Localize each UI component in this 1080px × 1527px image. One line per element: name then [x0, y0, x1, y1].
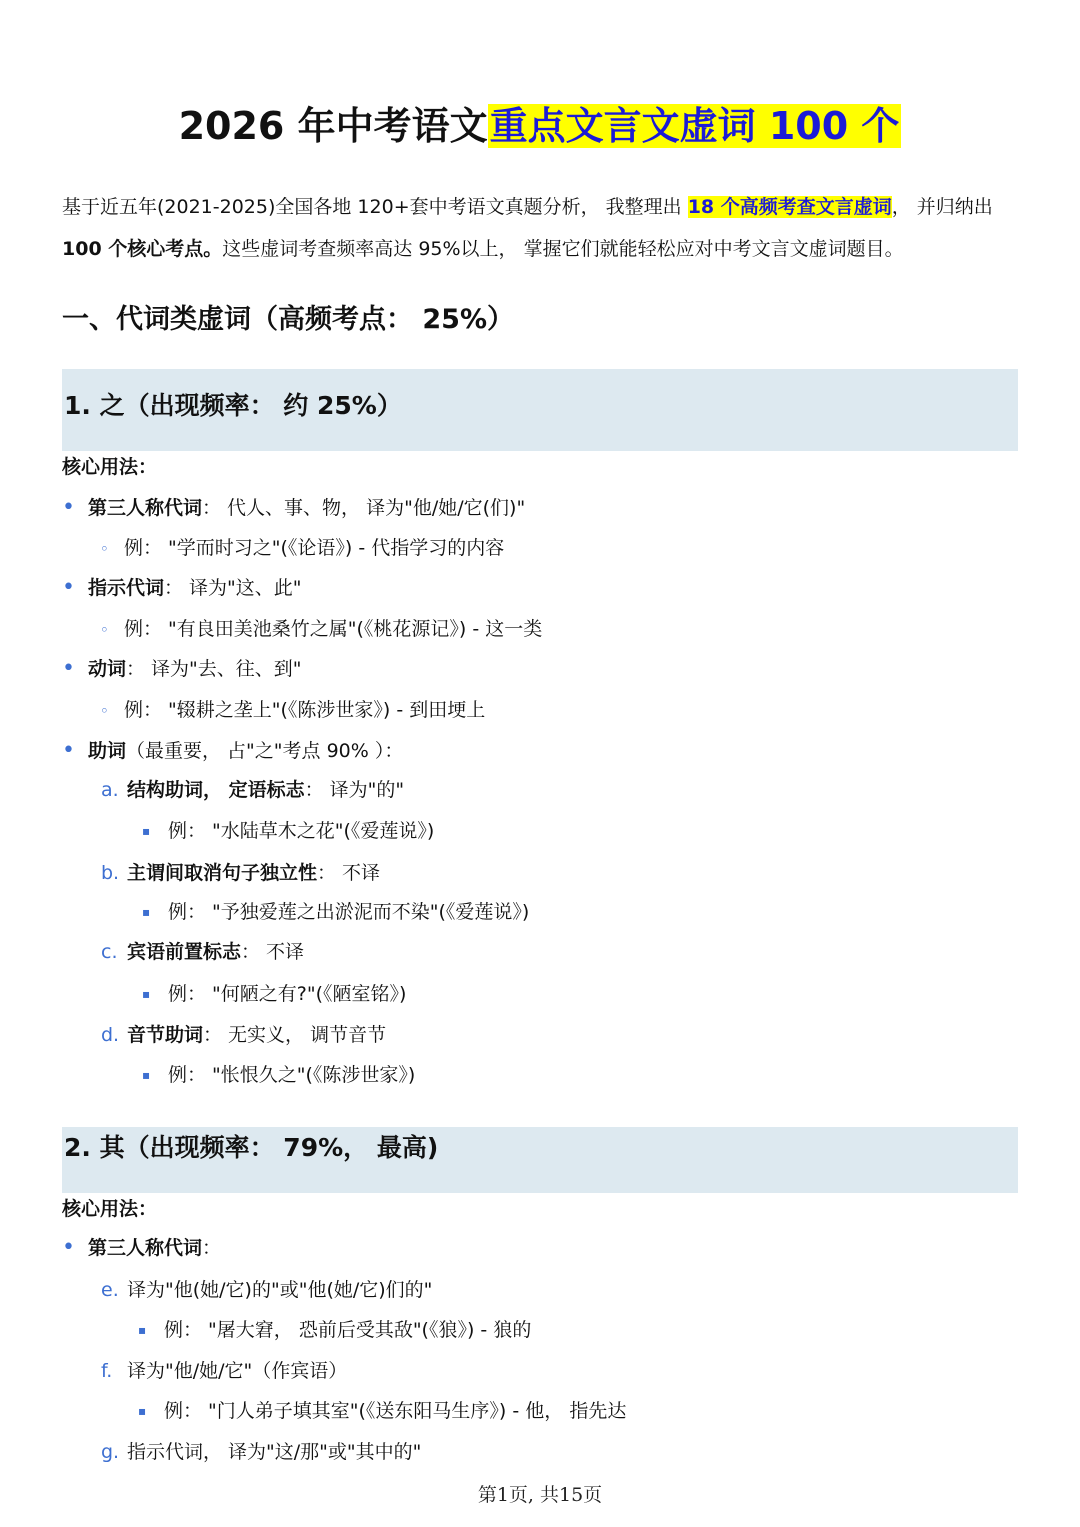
sub-item-letter: d. — [101, 1024, 120, 1046]
section-heading: 一、代词类虚词（高频考点： 25%） — [62, 304, 515, 335]
example-text: 例： "何陋之有?"(《陋室铭》) — [168, 983, 407, 1005]
circle-bullet-icon: ◦ — [100, 540, 109, 558]
example-item — [142, 816, 434, 846]
intro-text-rest: 这些虚词考查频率高达 95%以上， 掌握它们就能轻松应对中考文言文虚词题目。 — [222, 238, 904, 260]
usage-term: 第三人称代词 — [88, 1237, 203, 1259]
usage-term: 主谓间取消句子独立性 — [127, 862, 318, 884]
example-item — [100, 533, 504, 564]
bullet-icon: • — [62, 656, 75, 681]
example-item — [142, 1060, 415, 1090]
usage-desc: 译为"他(她/它)的"或"他(她/它)们的" — [127, 1279, 433, 1301]
usage-desc: ： 译为"的" — [304, 779, 405, 801]
usage-desc: ： — [202, 1237, 222, 1259]
usage-term: 宾语前置标志 — [127, 941, 242, 963]
list-item — [62, 654, 302, 684]
intro-paragraph — [62, 186, 1022, 270]
example-text: 例： "辍耕之垄上"(《陈涉世家》) - 到田埂上 — [124, 699, 486, 721]
bullet-icon: • — [62, 495, 75, 520]
intro-text: 基于近五年(2021-2025)全国各地 120+套中考语文真题分析， 我整理出 — [62, 196, 682, 218]
usage-term: 助词 — [88, 740, 127, 762]
sub-item — [101, 858, 380, 888]
word-heading: 1. 之（出现频率： 约 25%） — [64, 391, 402, 420]
square-bullet-icon: ▪ — [138, 1404, 147, 1418]
core-usage-label: 核心用法： — [62, 1198, 158, 1220]
usage-desc: ： 不译 — [317, 862, 381, 884]
sub-item — [101, 937, 304, 967]
usage-desc: ： 译为"这、此" — [164, 577, 302, 599]
circle-bullet-icon: ◦ — [100, 621, 109, 639]
list-item — [62, 573, 302, 603]
sub-item — [101, 775, 404, 805]
example-text: 例： "屠大窘， 恐前后受其敌"(《狼》) - 狼的 — [164, 1319, 532, 1341]
sub-item-letter: b. — [101, 862, 120, 884]
bullet-icon: • — [62, 575, 75, 600]
example-item — [138, 1396, 626, 1426]
sub-item — [101, 1275, 432, 1305]
example-text: 例： "门人弟子填其室"(《送东阳马生序》) - 他， 指先达 — [164, 1400, 627, 1422]
square-bullet-icon: ▪ — [142, 987, 151, 1001]
usage-desc: ： 无实义， 调节音节 — [203, 1024, 387, 1046]
example-text: 例： "怅恨久之"(《陈涉世家》) — [168, 1064, 416, 1086]
sub-item-letter: a. — [101, 779, 119, 801]
sub-item-letter: e. — [101, 1279, 119, 1301]
intro-text-suffix: ， 并归纳出 — [891, 196, 993, 218]
intro-bold: 100 个核心考点。 — [62, 238, 223, 260]
example-text: 例： "水陆草木之花"(《爱莲说》) — [168, 820, 435, 842]
circle-bullet-icon: ◦ — [100, 702, 109, 720]
list-item — [62, 493, 525, 523]
usage-term: 指示代词 — [88, 577, 165, 599]
example-text: 例： "予独爱莲之出淤泥而不染"(《爱莲说》) — [168, 901, 530, 923]
square-bullet-icon: ▪ — [142, 905, 151, 919]
square-bullet-icon: ▪ — [138, 1323, 147, 1337]
page-number: 第1页, 共15页 — [477, 1484, 603, 1506]
sub-item-letter: f. — [101, 1360, 113, 1382]
intro-highlight: 18 个高频考查文言虚词 — [687, 196, 892, 218]
title-highlight: 重点文言文虚词 100 个 — [489, 104, 900, 148]
sub-item-letter: g. — [101, 1441, 120, 1463]
document-title — [0, 98, 1080, 154]
usage-term: 结构助词， 定语标志 — [127, 779, 305, 801]
example-item — [100, 695, 485, 726]
square-bullet-icon: ▪ — [142, 1068, 151, 1082]
usage-desc: ： 译为"去、往、到" — [126, 658, 302, 680]
intro-line-2 — [62, 228, 1022, 270]
example-text: 例： "有良田美池桑竹之属"(《桃花源记》) - 这一类 — [124, 618, 543, 640]
square-bullet-icon: ▪ — [142, 824, 151, 838]
usage-desc: 译为"他/她/它"（作宾语） — [127, 1360, 348, 1382]
example-item — [100, 614, 542, 645]
word-heading-band — [62, 1127, 1018, 1193]
title-prefix: 2026 年中考语文 — [178, 104, 488, 148]
example-item — [142, 979, 406, 1009]
sub-item-letter: c. — [101, 941, 118, 963]
word-heading: 2. 其（出现频率： 79%， 最高) — [64, 1133, 439, 1162]
sub-item — [101, 1020, 386, 1050]
usage-term: 第三人称代词 — [88, 497, 203, 519]
word-heading-band — [62, 369, 1018, 451]
usage-term: 音节助词 — [127, 1024, 204, 1046]
sub-item — [101, 1437, 421, 1467]
intro-line-1 — [62, 186, 1022, 228]
usage-desc: 指示代词， 译为"这/那"或"其中的" — [127, 1441, 422, 1463]
core-usage-label: 核心用法： — [62, 456, 158, 478]
list-item — [62, 736, 403, 766]
usage-desc: ： 不译 — [241, 941, 305, 963]
usage-desc: （最重要， 占"之"考点 90% ）： — [126, 740, 404, 762]
usage-desc: ： 代人、事、物， 译为"他/她/它(们)" — [202, 497, 526, 519]
example-item — [138, 1315, 531, 1345]
sub-item — [101, 1356, 347, 1386]
bullet-icon: • — [62, 1235, 75, 1260]
example-text: 例： "学而时习之"(《论语》) - 代指学习的内容 — [124, 537, 505, 559]
usage-term: 动词 — [88, 658, 127, 680]
list-item — [62, 1233, 221, 1263]
bullet-icon: • — [62, 738, 75, 763]
example-item — [142, 897, 529, 927]
